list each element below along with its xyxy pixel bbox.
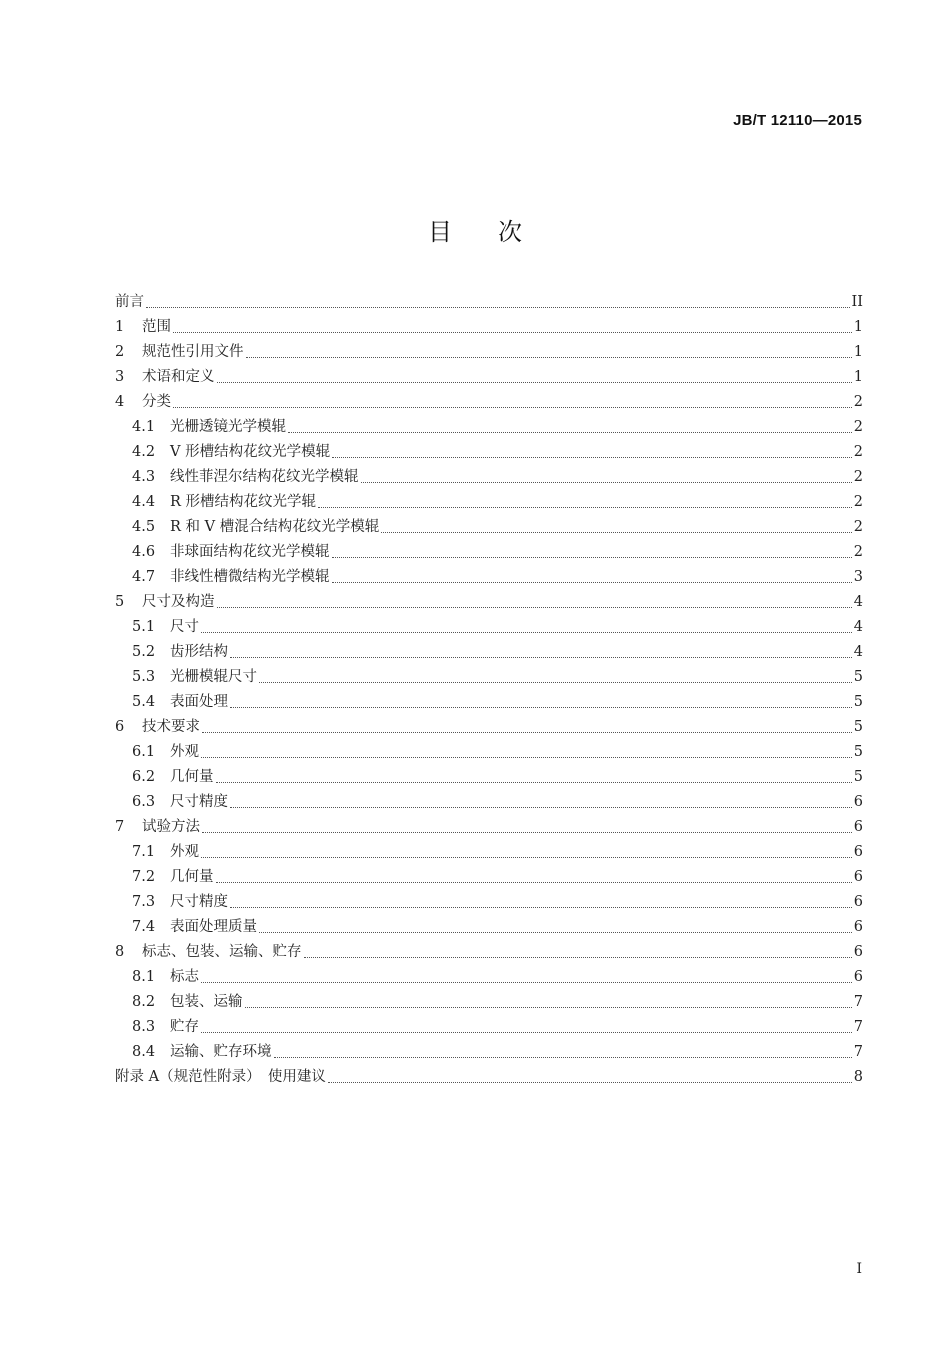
- toc-entry-number: 8.3: [132, 1019, 156, 1035]
- toc-entry-title: 前言: [115, 294, 144, 310]
- toc-entry-number: 4.7: [132, 569, 156, 585]
- toc-entry-number: 4.5: [132, 519, 156, 535]
- table-of-contents: [115, 290, 863, 1090]
- toc-entry-number: 7.1: [132, 844, 156, 860]
- toc-entry[interactable]: [115, 990, 863, 1015]
- toc-entry-title: 齿形结构: [170, 644, 228, 660]
- dot-leader: [259, 932, 852, 933]
- toc-entry-page: 6: [853, 819, 863, 835]
- toc-entry-title: 外观: [170, 844, 199, 860]
- toc-entry[interactable]: [115, 440, 863, 465]
- toc-entry-page: 1: [853, 369, 863, 385]
- toc-entry-title: 线性菲涅尔结构花纹光学模辊: [170, 469, 359, 485]
- toc-entry[interactable]: [115, 415, 863, 440]
- toc-entry-page: 6: [853, 969, 863, 985]
- toc-entry-title: 非线性槽微结构光学模辊: [170, 569, 330, 585]
- toc-entry[interactable]: [115, 290, 863, 315]
- toc-entry-page: 4: [853, 644, 863, 660]
- dot-leader: [328, 1082, 852, 1083]
- toc-entry-title: 光栅透镜光学模辊: [170, 419, 286, 435]
- toc-entry-page: 4: [853, 619, 863, 635]
- toc-entry-page: 6: [853, 869, 863, 885]
- dot-leader: [288, 432, 852, 433]
- toc-entry[interactable]: [115, 940, 863, 965]
- toc-entry-number: 5: [115, 594, 125, 610]
- dot-leader: [217, 607, 852, 608]
- toc-entry-number: 6: [115, 719, 125, 735]
- toc-entry-page: 5: [853, 769, 863, 785]
- dot-leader: [332, 582, 852, 583]
- page-number: I: [856, 1261, 862, 1277]
- toc-entry[interactable]: [115, 565, 863, 590]
- toc-entry[interactable]: [115, 865, 863, 890]
- toc-entry[interactable]: [115, 1015, 863, 1040]
- toc-entry-title: 几何量: [170, 869, 214, 885]
- dot-leader: [230, 707, 852, 708]
- dot-leader: [332, 457, 852, 458]
- toc-entry-page: 8: [853, 1069, 863, 1085]
- toc-entry-number: 8.1: [132, 969, 156, 985]
- dot-leader: [202, 732, 852, 733]
- toc-entry[interactable]: [115, 690, 863, 715]
- page-title: 目次: [428, 218, 568, 246]
- toc-entry-title: 术语和定义: [142, 369, 215, 385]
- toc-entry-number: 2: [115, 344, 125, 360]
- toc-entry[interactable]: [115, 1065, 863, 1090]
- toc-entry[interactable]: [115, 515, 863, 540]
- toc-entry-number: 4.3: [132, 469, 156, 485]
- toc-entry-number: 4.4: [132, 494, 156, 510]
- toc-entry[interactable]: [115, 315, 863, 340]
- toc-entry-number: 5.3: [132, 669, 156, 685]
- toc-entry-title: 尺寸及构造: [142, 594, 215, 610]
- toc-entry-number: 3: [115, 369, 125, 385]
- toc-entry[interactable]: [115, 890, 863, 915]
- toc-entry-page: II: [851, 294, 863, 310]
- toc-entry-page: 7: [853, 1019, 863, 1035]
- toc-entry[interactable]: [115, 915, 863, 940]
- toc-entry-number: 5.4: [132, 694, 156, 710]
- dot-leader: [173, 407, 852, 408]
- toc-entry-number: 1: [115, 319, 125, 335]
- toc-entry-page: 1: [853, 319, 863, 335]
- dot-leader: [246, 357, 852, 358]
- toc-entry[interactable]: [115, 465, 863, 490]
- toc-entry[interactable]: [115, 665, 863, 690]
- toc-entry-title: 尺寸精度: [170, 794, 228, 810]
- toc-entry[interactable]: [115, 490, 863, 515]
- toc-entry[interactable]: [115, 790, 863, 815]
- dot-leader: [217, 382, 852, 383]
- dot-leader: [259, 682, 852, 683]
- dot-leader: [230, 657, 852, 658]
- toc-entry-number: 5.1: [132, 619, 156, 635]
- dot-leader: [381, 532, 852, 533]
- toc-entry-title: 附录 A（规范性附录） 使用建议: [115, 1069, 326, 1085]
- toc-entry-title: 尺寸: [170, 619, 199, 635]
- toc-entry-number: 6.3: [132, 794, 156, 810]
- toc-entry-page: 2: [853, 394, 863, 410]
- toc-entry-page: 5: [853, 719, 863, 735]
- toc-entry-page: 6: [853, 794, 863, 810]
- toc-entry[interactable]: [115, 365, 863, 390]
- toc-entry-title: 运输、贮存环境: [170, 1044, 272, 1060]
- toc-entry-title: V 形槽结构花纹光学模辊: [170, 444, 331, 460]
- toc-entry-page: 2: [853, 469, 863, 485]
- toc-entry-page: 6: [853, 844, 863, 860]
- toc-entry[interactable]: [115, 840, 863, 865]
- toc-entry-title: 标志、包装、运输、贮存: [142, 944, 302, 960]
- toc-entry[interactable]: [115, 540, 863, 565]
- toc-entry-page: 6: [853, 894, 863, 910]
- toc-entry-number: 6.1: [132, 744, 156, 760]
- toc-entry[interactable]: [115, 615, 863, 640]
- toc-entry-page: 2: [853, 444, 863, 460]
- toc-entry-number: 8.4: [132, 1044, 156, 1060]
- dot-leader: [201, 857, 852, 858]
- dot-leader: [146, 307, 850, 308]
- toc-entry-number: 7: [115, 819, 125, 835]
- toc-entry-title: 非球面结构花纹光学模辊: [170, 544, 330, 560]
- dot-leader: [230, 907, 852, 908]
- toc-entry-number: 4.6: [132, 544, 156, 560]
- toc-entry-page: 2: [853, 519, 863, 535]
- toc-entry[interactable]: [115, 590, 863, 615]
- dot-leader: [230, 807, 852, 808]
- toc-entry-title: 包装、运输: [170, 994, 243, 1010]
- toc-entry-title: 技术要求: [142, 719, 200, 735]
- dot-leader: [201, 982, 852, 983]
- toc-entry-page: 3: [853, 569, 863, 585]
- toc-entry-number: 4: [115, 394, 125, 410]
- toc-entry-number: 8: [115, 944, 125, 960]
- toc-entry-page: 2: [853, 419, 863, 435]
- toc-entry[interactable]: [115, 640, 863, 665]
- toc-entry-title: 外观: [170, 744, 199, 760]
- toc-entry-number: 7.4: [132, 919, 156, 935]
- dot-leader: [201, 757, 852, 758]
- toc-entry-number: 5.2: [132, 644, 156, 660]
- dot-leader: [216, 782, 852, 783]
- toc-entry-page: 4: [853, 594, 863, 610]
- toc-entry-number: 4.2: [132, 444, 156, 460]
- toc-entry-title: R 和 V 槽混合结构花纹光学模辊: [170, 519, 380, 535]
- toc-entry[interactable]: [115, 340, 863, 365]
- dot-leader: [173, 332, 852, 333]
- toc-entry-title: 贮存: [170, 1019, 199, 1035]
- toc-entry-title: 规范性引用文件: [142, 344, 244, 360]
- toc-entry[interactable]: [115, 1040, 863, 1065]
- toc-entry-title: 表面处理: [170, 694, 228, 710]
- toc-entry-number: 8.2: [132, 994, 156, 1010]
- toc-entry[interactable]: [115, 965, 863, 990]
- dot-leader: [318, 507, 852, 508]
- dot-leader: [274, 1057, 852, 1058]
- toc-entry-number: 4.1: [132, 419, 156, 435]
- toc-entry-page: 6: [853, 944, 863, 960]
- toc-entry-title: 标志: [170, 969, 199, 985]
- toc-entry-page: 6: [853, 919, 863, 935]
- dot-leader: [332, 557, 852, 558]
- toc-entry[interactable]: [115, 765, 863, 790]
- toc-entry-page: 5: [853, 744, 863, 760]
- toc-entry-page: 7: [853, 994, 863, 1010]
- toc-entry-title: 表面处理质量: [170, 919, 257, 935]
- toc-entry-title: 几何量: [170, 769, 214, 785]
- dot-leader: [202, 832, 852, 833]
- toc-entry-page: 1: [853, 344, 863, 360]
- toc-entry-number: 7.3: [132, 894, 156, 910]
- toc-entry-page: 7: [853, 1044, 863, 1060]
- toc-entry[interactable]: [115, 715, 863, 740]
- dot-leader: [216, 882, 852, 883]
- toc-entry[interactable]: [115, 815, 863, 840]
- toc-entry-number: 7.2: [132, 869, 156, 885]
- toc-entry[interactable]: [115, 390, 863, 415]
- toc-entry-page: 5: [853, 694, 863, 710]
- toc-entry-page: 5: [853, 669, 863, 685]
- toc-entry-number: 6.2: [132, 769, 156, 785]
- dot-leader: [245, 1007, 852, 1008]
- toc-entry-page: 2: [853, 544, 863, 560]
- dot-leader: [201, 1032, 852, 1033]
- toc-entry-title: 分类: [142, 394, 171, 410]
- toc-entry[interactable]: [115, 740, 863, 765]
- toc-entry-title: 光栅模辊尺寸: [170, 669, 257, 685]
- toc-entry-title: 范围: [142, 319, 171, 335]
- dot-leader: [361, 482, 852, 483]
- toc-entry-page: 2: [853, 494, 863, 510]
- dot-leader: [304, 957, 852, 958]
- toc-entry-title: 试验方法: [142, 819, 200, 835]
- toc-entry-title: 尺寸精度: [170, 894, 228, 910]
- dot-leader: [201, 632, 852, 633]
- standard-code: JB/T 12110—2015: [733, 112, 862, 129]
- toc-entry-title: R 形槽结构花纹光学辊: [170, 494, 317, 510]
